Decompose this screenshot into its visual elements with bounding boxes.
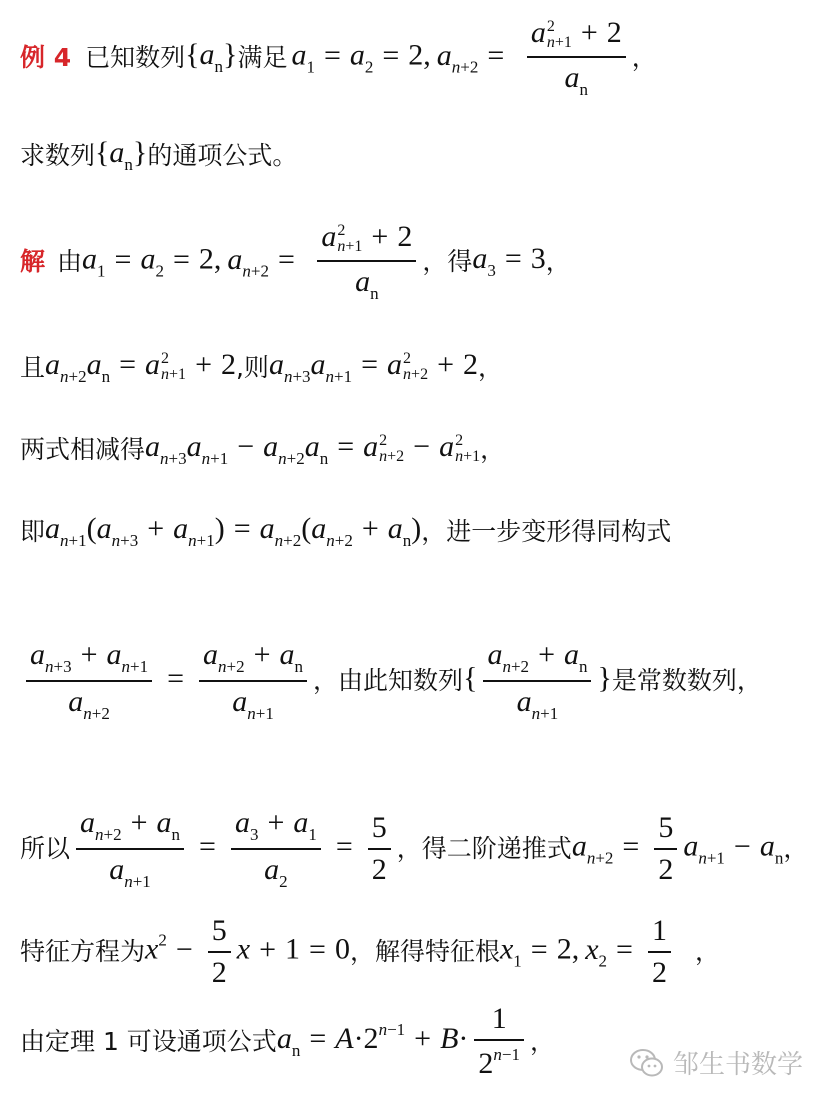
formula-initial-recurrence: $a_1 = a_2 = 2$, $a_{n+2}$ = a 2 n+1 + 2 $a_n$ <box>291 18 631 98</box>
step5-text-1: 所以 <box>20 834 71 864</box>
step4-text-2: 是常数数列， <box>611 666 762 696</box>
step-4 <box>20 640 762 722</box>
solution-label: 解 <box>20 247 46 277</box>
formula-roots: $x_1 = 2$, $x_2$ = $\frac{1}{2}$ <box>500 916 677 988</box>
step-7 <box>20 1004 555 1079</box>
step-2 <box>20 432 505 467</box>
step3-text-2: ，进一步变形得同构式 <box>421 517 672 546</box>
question-text-1: 求数列 <box>20 141 96 170</box>
step5-text-2: ，得二阶递推式 <box>396 834 572 864</box>
step5-text-3: ， <box>783 834 809 864</box>
step2-text-2: ， <box>480 435 506 464</box>
step4-text-1: ，由此知数列 <box>313 666 464 696</box>
problem-question <box>20 138 297 173</box>
step-6 <box>20 916 720 988</box>
step-5 <box>20 808 808 890</box>
problem-text-3: ， <box>631 43 657 73</box>
formula-step2: $a_{n+3}a_{n+1} - a_{n+2}a_n = a$ 2 n+2 − a 2 n+1 <box>145 430 481 468</box>
formula-characteristic: $x^2$ − $\frac{5}{2}$ x + 1 = 0 <box>145 914 350 989</box>
step-1 <box>20 350 503 385</box>
problem-text-1: 已知数列 <box>85 43 186 73</box>
question-text-2: 的通项公式。 <box>147 141 298 170</box>
formula-step4-set: { $\frac{a_{n+2} + a_n}{a_{n+1}}$ } <box>463 638 612 723</box>
formula-sequence: $\{a_n\}$ <box>185 38 238 77</box>
problem-statement <box>20 18 657 98</box>
step6-text-2: ，解得特征根 <box>349 937 500 967</box>
solution-text-3: ， <box>545 247 571 277</box>
step7-text-2: ， <box>530 1026 556 1056</box>
solution-text-1: 由 <box>57 247 83 277</box>
formula-step3: $a_{n+1}(a_{n+3} + a_{n+1}) = a_{n+2}(a_{n+2} + a_n)$ <box>45 512 422 550</box>
solution-text-2: ，得 <box>422 247 473 277</box>
step1-text-3: ， <box>478 353 504 382</box>
formula-step5-recurrence: $a_{n+2}$ = $\frac{5}{2}$ $a_{n+1} - a_n$ <box>571 811 784 886</box>
step1-text-1: 且 <box>20 353 46 382</box>
formula-sequence-2: $\{a_n\}$ <box>95 136 148 174</box>
step2-text-1: 两式相减得 <box>20 435 146 464</box>
formula-step1-a: $a_{n+2}a_n = a$ 2 n+1 + 2 <box>45 348 236 386</box>
formula-step5: $\frac{a_{n+2} + a_n}{a_{n+1}}$ = $\frac{a_3 + a_1}{a_2}$ = $\frac{5}{2}$ <box>70 808 397 890</box>
example-label: 例 4 <box>20 43 72 73</box>
watermark-text: 邹生书数学 <box>672 1050 803 1080</box>
formula-a3: $a_3 = 3$ <box>472 242 546 281</box>
step6-text-1: 特征方程为 <box>20 937 146 967</box>
step1-text-2: ,则 <box>235 353 269 382</box>
watermark <box>629 1044 803 1081</box>
wechat-icon <box>629 1047 665 1079</box>
problem-text-2: 满足 <box>237 43 288 73</box>
formula-initial-recurrence-2: $a_1 = a_2 = 2$, $a_{n+2}$ = a 2 n+1 + 2 $a_n$ <box>82 222 422 302</box>
step6-text-3: ， <box>694 937 720 967</box>
solution-start <box>20 222 571 302</box>
step3-text-1: 即 <box>20 517 46 546</box>
formula-general-term: $a_n = A\cdot 2^{n-1} + B\cdot$ $\frac{1}{2^{n-1}}$ <box>277 1004 530 1079</box>
formula-step4: $\frac{a_{n+3} + a_{n+1}}{a_{n+2}}$ = $\frac{a_{n+2} + a_n}{a_{n+1}}$ <box>20 640 313 722</box>
step7-text-1: 由定理 1 可设通项公式 <box>20 1026 277 1056</box>
formula-step1-b: $a_{n+3}a_{n+1} = a$ 2 n+2 + 2 <box>268 348 478 386</box>
step-3 <box>20 514 671 549</box>
